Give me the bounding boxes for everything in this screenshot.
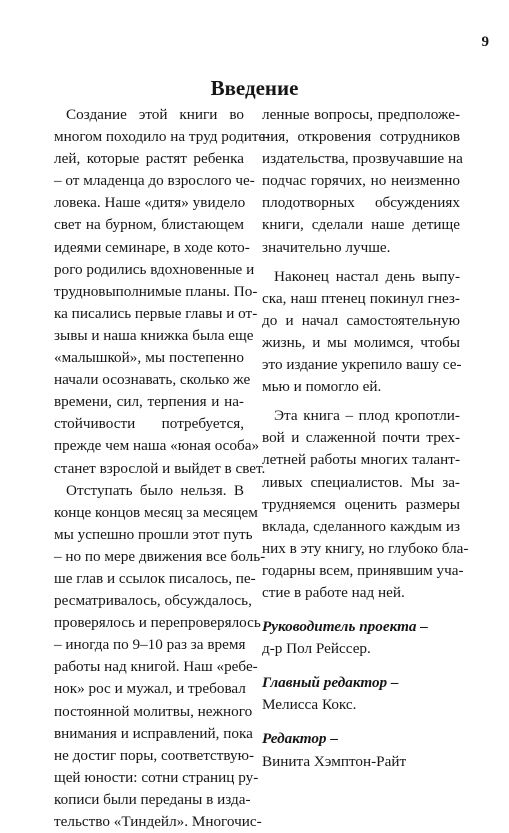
text-line: – от младенца до взрослого че- bbox=[54, 172, 255, 190]
text-line: «малышкой», мы постепенно bbox=[54, 349, 244, 367]
paragraph bbox=[262, 405, 469, 604]
text-line: до и начал самостоятельную bbox=[262, 311, 460, 329]
text-line: жизнь, и мы молимся, чтобы bbox=[262, 333, 460, 351]
paragraph bbox=[262, 266, 460, 399]
text-line: станет взрослой и выйдет в свет. bbox=[54, 459, 266, 477]
text-line: Отступать было нельзя. В bbox=[66, 481, 244, 499]
text-line: значительно лучше. bbox=[262, 238, 391, 256]
text-line: книги, сделали наше детище bbox=[262, 216, 460, 234]
text-line: идеями семинаре, в ходе кото- bbox=[54, 238, 250, 256]
paragraph bbox=[262, 104, 463, 259]
right-column bbox=[262, 104, 469, 773]
text-line: ска, наш птенец покинул гнез- bbox=[262, 289, 460, 307]
paragraph bbox=[54, 480, 266, 833]
credit-role: Редактор – bbox=[262, 730, 338, 748]
credit-role: Главный редактор – bbox=[262, 674, 399, 692]
credits bbox=[262, 616, 460, 773]
text-line: годарны всем, принявшим уча- bbox=[262, 561, 464, 579]
text-line: Эта книга – плод кропотли- bbox=[274, 407, 460, 425]
credit-entry bbox=[262, 728, 460, 772]
paragraph bbox=[54, 104, 271, 480]
text-line: Наконец настал день выпу- bbox=[274, 267, 460, 285]
text-line: вклада, сделанного каждым из bbox=[262, 517, 460, 535]
text-line: мью и помогло ей. bbox=[262, 378, 382, 396]
text-line: ленные вопросы, предположе- bbox=[262, 106, 460, 123]
text-line: рого родились вдохновенные и bbox=[54, 260, 255, 278]
text-line: конце концов месяц за месяцем bbox=[54, 503, 258, 521]
text-line: – иногда по 9–10 раз за время bbox=[54, 636, 246, 654]
text-line: плодотворных обсуждениях bbox=[262, 194, 460, 212]
text-line: прежде чем наша «юная особа» bbox=[54, 437, 260, 455]
text-line: тельство «Тиндейл». Многочис- bbox=[54, 813, 262, 830]
text-line: ресматривалось, обсуждалось, bbox=[54, 592, 252, 610]
credit-name: Мелисса Кокс. bbox=[262, 696, 357, 714]
text-line: внимания и исправлений, пока bbox=[54, 724, 253, 742]
text-line: свет на бурном, блистающем bbox=[54, 216, 244, 234]
text-line: проверялось и перепроверялось bbox=[54, 614, 261, 632]
text-line: ше глав и ссылок писалось, пе- bbox=[54, 569, 256, 587]
text-line: летней работы многих талант- bbox=[262, 451, 460, 469]
text-line: издательства, прозвучавшие на bbox=[262, 150, 463, 168]
text-line: начали осознавать, сколько же bbox=[54, 371, 251, 389]
text-line: – но по мере движения все боль- bbox=[54, 547, 266, 565]
text-line: стие в работе над ней. bbox=[262, 583, 405, 601]
credit-name: д-р Пол Рейссер. bbox=[262, 640, 371, 658]
text-line: работы над книгой. Наш «ребе- bbox=[54, 658, 258, 676]
text-line: трудняемся оценить размеры bbox=[262, 495, 460, 513]
text-line: кописи были переданы в изда- bbox=[54, 790, 251, 808]
text-line: трудновыполнимые планы. По- bbox=[54, 282, 258, 300]
text-line: ловека. Наше «дитя» увидело bbox=[54, 194, 246, 212]
text-line: времени, сил, терпения и на- bbox=[54, 393, 244, 411]
text-line: подчас горячих, но неизменно bbox=[262, 172, 460, 190]
text-line: Создание этой книги во bbox=[66, 106, 244, 123]
text-line: ливых специалистов. Мы за- bbox=[262, 473, 460, 491]
text-line: зывы и наша книжка была еще bbox=[54, 326, 254, 344]
credit-name: Винита Хэмптон-Райт bbox=[262, 752, 407, 770]
text-line: не достиг поры, соответствую- bbox=[54, 746, 255, 764]
credit-entry bbox=[262, 672, 460, 716]
left-column bbox=[54, 104, 271, 833]
credit-role: Руководитель проекта – bbox=[262, 618, 428, 636]
text-line: них в эту книгу, но глубоко бла- bbox=[262, 539, 469, 557]
text-line: это издание укрепило вашу се- bbox=[262, 356, 462, 374]
credit-entry bbox=[262, 616, 460, 660]
text-line: лей, которые растят ребенка bbox=[54, 150, 244, 168]
text-line: стойчивости потребуется, bbox=[54, 415, 244, 433]
page-number: 9 bbox=[481, 34, 489, 50]
text-line: многом походило на труд родите- bbox=[54, 128, 271, 146]
text-line: ка писались первые главы и от- bbox=[54, 304, 258, 322]
text-line: щей юности: сотни страниц ру- bbox=[54, 768, 259, 786]
text-line: постоянной молитвы, нежного bbox=[54, 702, 253, 720]
text-line: нок» рос и мужал, и требовал bbox=[54, 680, 246, 698]
text-line: вой и слаженной почти трех- bbox=[262, 429, 460, 447]
chapter-title: Введение bbox=[210, 76, 299, 100]
text-line: ния, откровения сотрудников bbox=[262, 128, 460, 146]
text-line: мы успешно прошли этот путь bbox=[54, 525, 253, 543]
